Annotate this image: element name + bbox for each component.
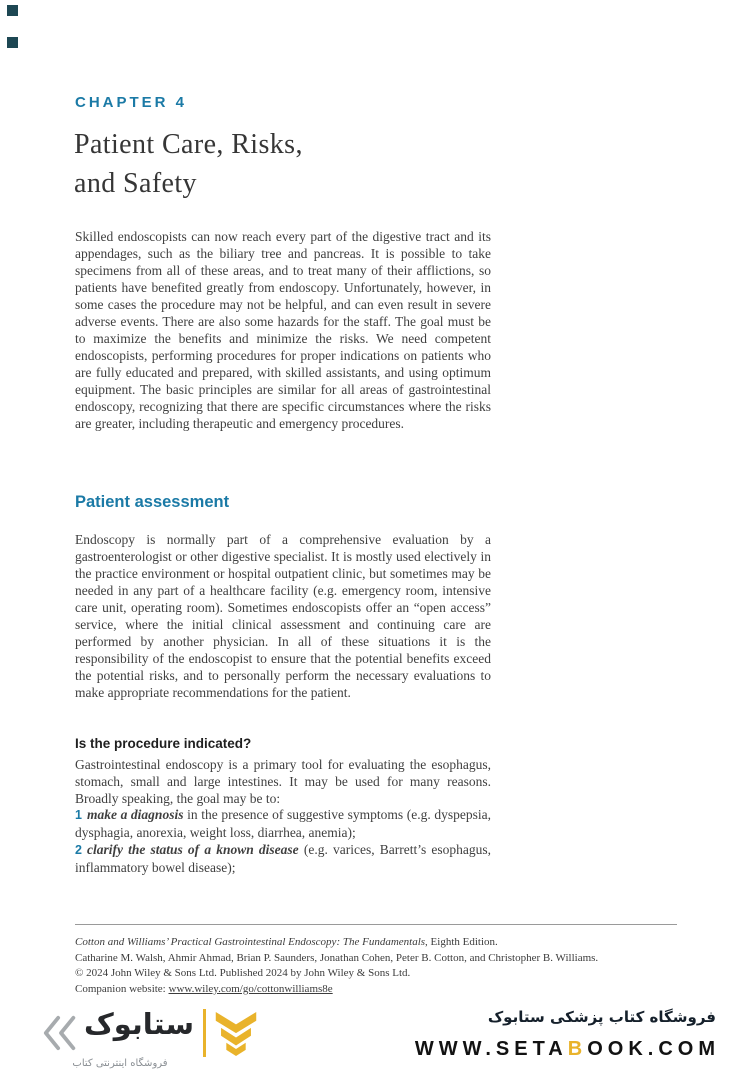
list-number: 2 — [75, 843, 82, 857]
corner-mark-bottom — [7, 37, 18, 48]
citation-title-line — [75, 935, 690, 951]
title-line-1: Patient Care, Risks, — [74, 129, 303, 160]
title-line-2: and Safety — [74, 168, 197, 199]
list-item-text: in the presence of suggestive symptoms (e.g. dyspepsia, dysphagia, anorexia, weight loss, diarrhea, anemia); — [75, 807, 491, 840]
logo-tagline: فروشگاه اینترنتی کتاب — [72, 1058, 168, 1069]
subsection-heading-is-procedure-indicated: Is the procedure indicated? — [75, 736, 252, 751]
setabook-url[interactable] — [415, 1038, 720, 1061]
companion-website-link[interactable]: www.wiley.com/go/cottonwilliams8e — [168, 982, 333, 995]
citation-book-title: Cotton and Williams’ Practical Gastrointestinal Endoscopy: The Fundamentals — [75, 936, 426, 948]
indication-list — [75, 806, 491, 876]
url-part-2: OOK.COM — [587, 1038, 720, 1060]
logo-divider — [203, 1009, 206, 1057]
book-citation — [75, 935, 690, 997]
intro-paragraph: Skilled endoscopists can now reach every part of the digestive tract and its appendages, such as the biliary tree and pancreas. It is possible to take specimens from all of these areas, and to treat many of their afflictions, so patients have benefited greatly from endoscopy. Unfortunately, however, in some cases the procedure may not be helpful, and can even result in severe adverse events. There are also some hazards for the staff. The goal must be to maximize the benefits and minimize the risks. We need competent endoscopists, performing procedures for proper indications on patients who are fully educated and prepared, with skilled assistants, and using optimum equipment. The basic principles are similar for all areas of gastrointestinal endoscopy, recognizing that there are specific circumstances where the risks are greater, including therapeutic and emergency procedures. — [75, 229, 491, 431]
url-part-1: WWW.SETA — [414, 1038, 568, 1060]
chapter-label: CHAPTER 4 — [75, 94, 188, 111]
list-number: 1 — [75, 808, 82, 822]
indication-paragraph: Gastrointestinal endoscopy is a primary tool for evaluating the esophagus, stomach, small and large intestines. It may be used for many reasons. Broadly speaking, the goal may be to: — [75, 757, 491, 806]
setabook-banner — [0, 997, 752, 1079]
double-chevron-left-icon — [42, 1013, 80, 1058]
corner-mark-top — [7, 5, 18, 16]
page-title — [74, 125, 554, 203]
section-heading-patient-assessment: Patient assessment — [75, 493, 230, 511]
list-item — [75, 841, 491, 876]
footer-divider — [75, 924, 677, 925]
gold-chevron-stack-icon — [214, 1010, 258, 1063]
citation-edition: , Eighth Edition. — [425, 936, 498, 948]
list-item — [75, 806, 491, 841]
citation-companion-line — [75, 982, 690, 998]
assessment-paragraph: Endoscopy is normally part of a comprehensive evaluation by a gastroenterologist or other digestive specialist. It is mostly used electively in the practice environment or hospital outpatient clinic, but sometimes may be needed in any part of a healthcare facility (e.g. emergency room, intensive care unit, operating room). Sometimes endoscopists offer an “open access” service, where the initial clinical assessment and continuing care are performed by another physician. In all of these situations it is the responsibility of the endoscopist to ensure that the potential benefits exceed the potential risks, and to personally perform the necessary evaluations to make appropriate recommendations for the patient. — [75, 532, 491, 700]
citation-authors: Catharine M. Walsh, Ahmir Ahmad, Brian P. Saunders, Jonathan Cohen, Peter B. Cotton, and Christopher B. Williams. — [75, 951, 599, 964]
setabook-brand-text: ستابوک — [84, 1007, 195, 1041]
list-item-emphasis: clarify the status of a known disease — [86, 842, 299, 857]
url-gold-letter: B — [567, 1038, 588, 1060]
companion-website-label: Companion website: — [75, 982, 169, 995]
list-item-text: (e.g. varices, Barrett’s esophagus, inflammatory bowel disease); — [75, 842, 491, 875]
setabook-logo[interactable] — [40, 1005, 260, 1071]
store-title: فروشگاه کتاب پزشکی ستابوک — [487, 1008, 716, 1026]
list-item-emphasis: make a diagnosis — [86, 807, 184, 822]
citation-copyright: © 2024 John Wiley & Sons Ltd. Published 2024 by John Wiley & Sons Ltd. — [75, 967, 411, 980]
